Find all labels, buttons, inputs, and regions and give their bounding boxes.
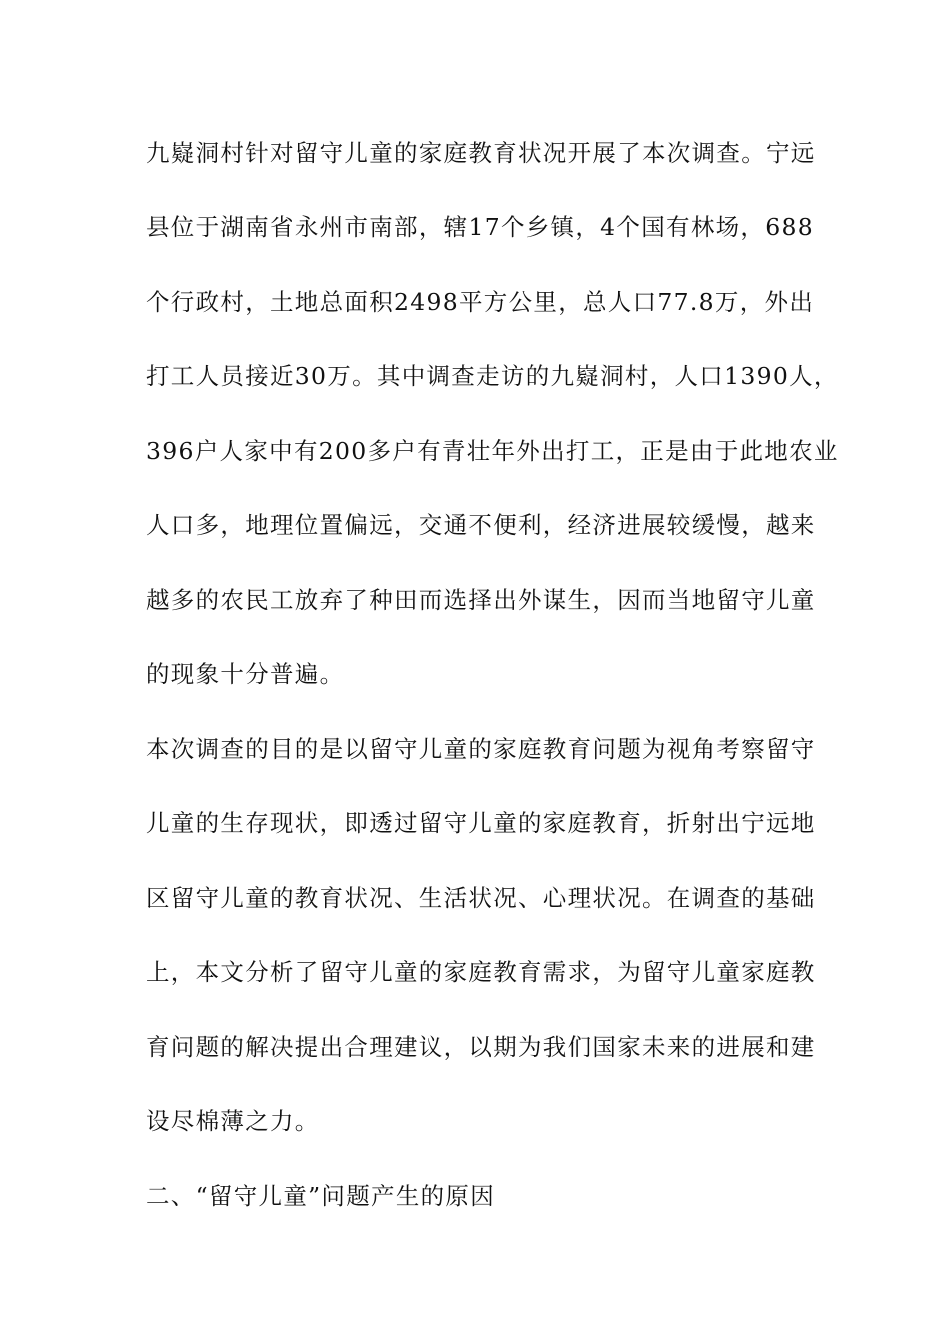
paragraph-1-line-1: 九嶷洞村针对留守儿童的家庭教育状况开展了本次调查。宁远	[146, 139, 816, 167]
paragraph-1-line-2: 县位于湖南省永州市南部，辖17个乡镇，4个国有林场，688	[146, 213, 814, 241]
paragraph-1-line-7: 越多的农民工放弃了种田而选择出外谋生，因而当地留守儿童	[146, 586, 816, 614]
paragraph-2-line-6: 设尽棉薄之力。	[146, 1107, 320, 1135]
paragraph-2-line-4: 上，本文分析了留守儿童的家庭教育需求，为留守儿童家庭教	[146, 958, 816, 986]
paragraph-2-line-5: 育问题的解决提出合理建议，以期为我们国家未来的进展和建	[146, 1033, 816, 1061]
paragraph-1-line-8: 的现象十分普遍。	[146, 660, 345, 688]
paragraph-2-line-1: 本次调查的目的是以留守儿童的家庭教育问题为视角考察留守	[146, 735, 816, 763]
paragraph-2-line-3: 区留守儿童的教育状况、生活状况、心理状况。在调查的基础	[146, 884, 816, 912]
paragraph-2-line-2: 儿童的生存现状，即透过留守儿童的家庭教育，折射出宁远地	[146, 809, 816, 837]
paragraph-1-line-4: 打工人员接近30万。其中调查走访的九嶷洞村，人口1390人，	[146, 362, 839, 390]
section-heading: 二、“留守儿童”问题产生的原因	[146, 1182, 496, 1210]
paragraph-1-line-5: 396户人家中有200多户有青壮年外出打工，正是由于此地农业	[146, 437, 839, 465]
paragraph-1-line-6: 人口多，地理位置偏远，交通不便利，经济进展较缓慢，越来	[146, 511, 816, 539]
paragraph-1-line-3: 个行政村，土地总面积2498平方公里，总人口77.8万，外出	[146, 288, 815, 316]
